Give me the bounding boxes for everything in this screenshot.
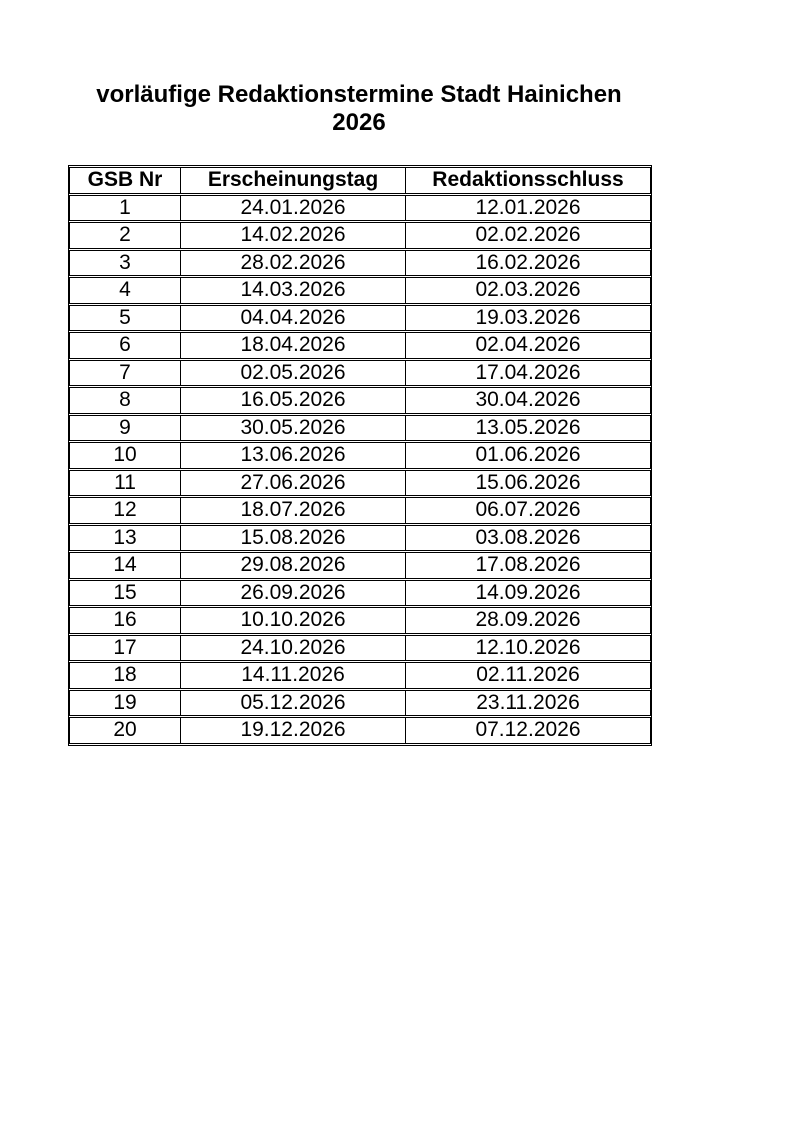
table-row <box>69 277 651 304</box>
cell-gsb-nr: 14 <box>69 552 181 579</box>
cell-gsb-nr: 12 <box>69 497 181 524</box>
cell-gsb-nr: 19 <box>69 690 181 717</box>
cell-gsb-nr: 7 <box>69 360 181 387</box>
cell-erscheinungstag: 15.08.2026 <box>181 525 406 552</box>
cell-erscheinungstag: 04.04.2026 <box>181 305 406 332</box>
table-row <box>69 222 651 249</box>
cell-redaktionsschluss: 12.10.2026 <box>406 635 651 662</box>
cell-redaktionsschluss: 30.04.2026 <box>406 387 651 414</box>
table-row <box>69 442 651 469</box>
cell-redaktionsschluss: 02.11.2026 <box>406 662 651 689</box>
cell-redaktionsschluss: 02.04.2026 <box>406 332 651 359</box>
cell-erscheinungstag: 14.11.2026 <box>181 662 406 689</box>
table-row <box>69 470 651 497</box>
cell-gsb-nr: 5 <box>69 305 181 332</box>
table-row <box>69 635 651 662</box>
cell-erscheinungstag: 19.12.2026 <box>181 717 406 744</box>
table-row <box>69 690 651 717</box>
cell-gsb-nr: 1 <box>69 195 181 222</box>
cell-erscheinungstag: 05.12.2026 <box>181 690 406 717</box>
cell-redaktionsschluss: 13.05.2026 <box>406 415 651 442</box>
cell-erscheinungstag: 13.06.2026 <box>181 442 406 469</box>
cell-erscheinungstag: 16.05.2026 <box>181 387 406 414</box>
cell-gsb-nr: 10 <box>69 442 181 469</box>
cell-redaktionsschluss: 07.12.2026 <box>406 717 651 744</box>
table-row <box>69 332 651 359</box>
table-row <box>69 497 651 524</box>
table-body <box>69 195 651 744</box>
table-row <box>69 195 651 222</box>
cell-redaktionsschluss: 17.04.2026 <box>406 360 651 387</box>
cell-redaktionsschluss: 14.09.2026 <box>406 580 651 607</box>
cell-gsb-nr: 16 <box>69 607 181 634</box>
cell-gsb-nr: 2 <box>69 222 181 249</box>
cell-erscheinungstag: 28.02.2026 <box>181 250 406 277</box>
redaktionstermine-table <box>68 165 652 746</box>
cell-gsb-nr: 18 <box>69 662 181 689</box>
cell-erscheinungstag: 26.09.2026 <box>181 580 406 607</box>
table-row <box>69 387 651 414</box>
cell-redaktionsschluss: 16.02.2026 <box>406 250 651 277</box>
document-page <box>68 0 650 746</box>
cell-erscheinungstag: 02.05.2026 <box>181 360 406 387</box>
table-header <box>69 167 651 194</box>
cell-erscheinungstag: 14.03.2026 <box>181 277 406 304</box>
cell-erscheinungstag: 27.06.2026 <box>181 470 406 497</box>
cell-erscheinungstag: 10.10.2026 <box>181 607 406 634</box>
page-title-line2: 2026 <box>332 109 386 136</box>
column-header-redaktionsschluss: Redaktionsschluss <box>406 167 651 194</box>
cell-redaktionsschluss: 17.08.2026 <box>406 552 651 579</box>
table-header-row <box>69 167 651 194</box>
table-row <box>69 525 651 552</box>
cell-erscheinungstag: 29.08.2026 <box>181 552 406 579</box>
table-row <box>69 580 651 607</box>
cell-erscheinungstag: 24.01.2026 <box>181 195 406 222</box>
cell-redaktionsschluss: 06.07.2026 <box>406 497 651 524</box>
table-row <box>69 552 651 579</box>
column-header-gsb-nr: GSB Nr <box>69 167 181 194</box>
cell-gsb-nr: 8 <box>69 387 181 414</box>
page-title-line1: vorläufige Redaktionstermine Stadt Hainichen <box>96 81 622 108</box>
cell-redaktionsschluss: 03.08.2026 <box>406 525 651 552</box>
table-row <box>69 415 651 442</box>
cell-gsb-nr: 20 <box>69 717 181 744</box>
cell-erscheinungstag: 18.04.2026 <box>181 332 406 359</box>
cell-redaktionsschluss: 02.03.2026 <box>406 277 651 304</box>
cell-gsb-nr: 6 <box>69 332 181 359</box>
cell-redaktionsschluss: 19.03.2026 <box>406 305 651 332</box>
cell-gsb-nr: 9 <box>69 415 181 442</box>
table-row <box>69 717 651 744</box>
page-title <box>68 81 650 137</box>
table-row <box>69 360 651 387</box>
cell-redaktionsschluss: 28.09.2026 <box>406 607 651 634</box>
cell-gsb-nr: 3 <box>69 250 181 277</box>
table-row <box>69 607 651 634</box>
table-row <box>69 305 651 332</box>
cell-erscheinungstag: 14.02.2026 <box>181 222 406 249</box>
cell-gsb-nr: 15 <box>69 580 181 607</box>
cell-redaktionsschluss: 15.06.2026 <box>406 470 651 497</box>
cell-erscheinungstag: 18.07.2026 <box>181 497 406 524</box>
cell-redaktionsschluss: 12.01.2026 <box>406 195 651 222</box>
cell-erscheinungstag: 30.05.2026 <box>181 415 406 442</box>
cell-gsb-nr: 11 <box>69 470 181 497</box>
cell-redaktionsschluss: 01.06.2026 <box>406 442 651 469</box>
cell-gsb-nr: 13 <box>69 525 181 552</box>
cell-erscheinungstag: 24.10.2026 <box>181 635 406 662</box>
cell-redaktionsschluss: 02.02.2026 <box>406 222 651 249</box>
cell-gsb-nr: 4 <box>69 277 181 304</box>
cell-redaktionsschluss: 23.11.2026 <box>406 690 651 717</box>
table-row <box>69 662 651 689</box>
cell-gsb-nr: 17 <box>69 635 181 662</box>
column-header-erscheinungstag: Erscheinungstag <box>181 167 406 194</box>
table-row <box>69 250 651 277</box>
